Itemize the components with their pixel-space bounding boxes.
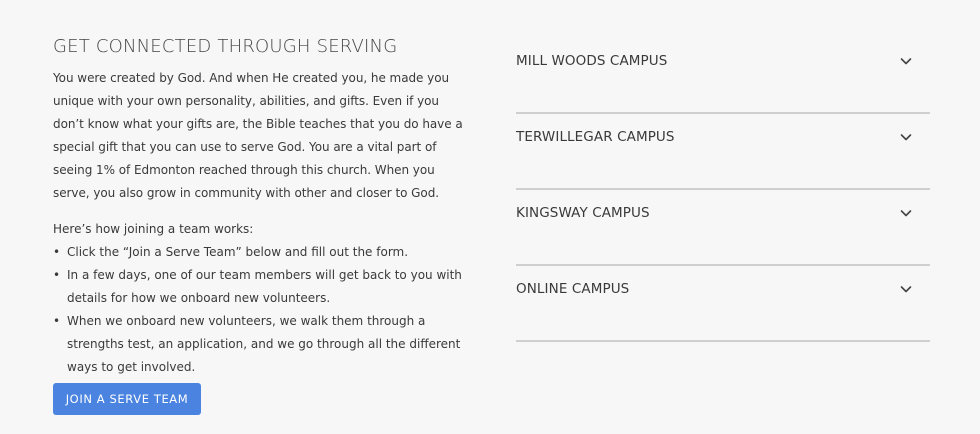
list-item: [53, 264, 473, 310]
section-heading: GET CONNECTED THROUGH SERVING: [53, 36, 398, 57]
accordion-label: ONLINE CAMPUS: [516, 281, 630, 297]
accordion-label: MILL WOODS CAMPUS: [516, 53, 668, 69]
bullet-icon: •: [53, 245, 61, 259]
accordion-item-terwillegar[interactable]: [516, 114, 930, 190]
campus-accordion: [516, 38, 930, 342]
step-text: When we onboard new volunteers, we walk them through a strengths test, an application, and we go through all the different ways to get involved.: [67, 314, 461, 374]
steps-list: [53, 241, 473, 379]
chevron-down-icon[interactable]: [900, 284, 912, 294]
serving-section: [53, 36, 473, 379]
bullet-icon: •: [53, 268, 61, 282]
accordion-item-mill-woods[interactable]: [516, 38, 930, 114]
chevron-down-icon[interactable]: [900, 132, 912, 142]
accordion-item-online[interactable]: [516, 266, 930, 342]
accordion-item-kingsway[interactable]: [516, 190, 930, 266]
bullet-icon: •: [53, 314, 61, 328]
chevron-down-icon[interactable]: [900, 56, 912, 66]
accordion-label: TERWILLEGAR CAMPUS: [516, 129, 675, 145]
section-paragraph: You were created by God. And when He created you, he made you unique with your own personality, abilities, and gifts. Even if you don’t know what your gifts are, the Bible teaches that you do have a special gift that you can use to serve God. You are a vital part of seeing 1% of Edmonton reached through this church. When you serve, you also grow in community with other and closer to God.: [53, 71, 463, 200]
chevron-down-icon[interactable]: [900, 208, 912, 218]
list-item: [53, 310, 473, 379]
accordion-label: KINGSWAY CAMPUS: [516, 205, 650, 221]
join-serve-team-button[interactable]: JOIN A SERVE TEAM: [53, 383, 201, 415]
list-item: [53, 241, 473, 264]
steps-intro: Here’s how joining a team works:: [53, 222, 254, 236]
step-text: Click the “Join a Serve Team” below and fill out the form.: [67, 245, 409, 259]
step-text: In a few days, one of our team members will get back to you with details for how we onboard new volunteers.: [67, 268, 462, 305]
